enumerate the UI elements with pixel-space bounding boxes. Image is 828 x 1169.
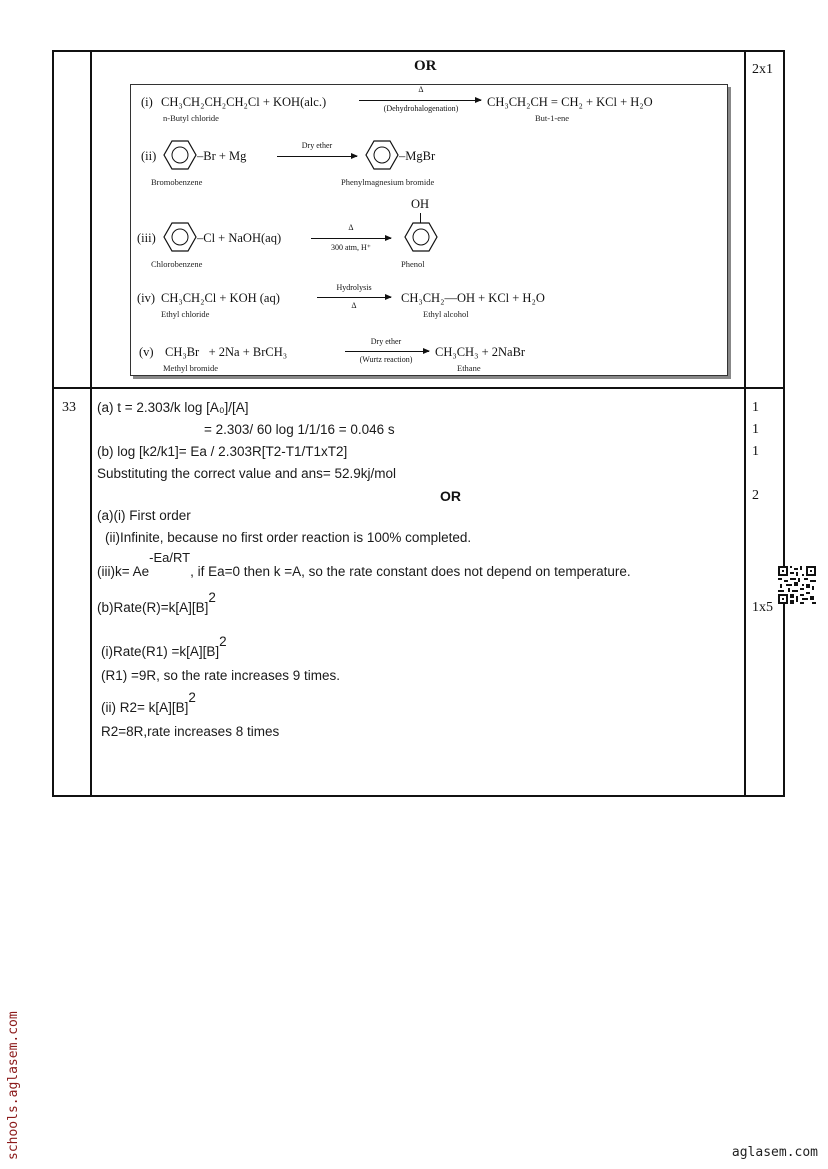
arrhenius-prefix: (iii)k= Ae — [97, 564, 150, 579]
marks-b: 1 — [752, 444, 759, 459]
or-divider: OR — [440, 488, 461, 504]
answer-alt-b-ii — [101, 690, 196, 715]
rate-r2: (ii) R2= k[A][B] — [101, 700, 189, 715]
benzene-ring-icon — [365, 139, 399, 171]
answer-b-formula: (b) log [k2/k1]= Ea / 2.303R[T2-T1/T1xT2] — [97, 444, 348, 459]
answer-alt-a-i: (a)(i) First order — [97, 508, 191, 523]
answer-alt-b-rate — [97, 590, 216, 615]
reaction-1-condition-bottom: (Dehydrohalogenation) — [383, 104, 459, 113]
rate-r1-exponent: 2 — [219, 634, 227, 649]
reaction-3-product-label: Phenol — [401, 259, 425, 269]
reaction-3-number: (iii) — [137, 231, 156, 245]
rate-r2-exponent: 2 — [188, 690, 196, 705]
side-watermark: schools.aglasem.com — [6, 1011, 21, 1160]
answer-b-result: Substituting the correct value and ans= 52.9kj/mol — [97, 466, 397, 481]
reaction-2-arrow — [277, 156, 357, 157]
rate-law: (b)Rate(R)=k[A][B] — [97, 600, 209, 615]
reaction-2-products: –MgBr — [399, 149, 436, 163]
reaction-1-products: CH₃CH₂CH = CH₂ + KCl + H₂O — [487, 95, 653, 109]
reaction-3-arrow — [311, 238, 391, 239]
benzene-ring-icon — [163, 139, 197, 171]
reaction-5-arrow — [345, 351, 429, 352]
column-divider — [90, 52, 92, 795]
reaction-4-condition-bottom: Δ — [351, 301, 357, 310]
answer-alt-a-iii — [97, 550, 631, 579]
reaction-5-condition-top: Dry ether — [370, 337, 402, 346]
qr-code-icon — [778, 566, 816, 604]
reaction-2-reactant-label: Bromobenzene — [151, 177, 203, 187]
reaction-3-product-oh: OH — [411, 197, 430, 211]
or-heading: OR — [414, 58, 437, 74]
reaction-4-reactants: CH₃CH₂Cl + KOH (aq) — [161, 291, 280, 305]
marks-alt-b: 1x5 — [752, 600, 773, 615]
reaction-2-reactants: –Br + Mg — [197, 149, 247, 163]
reaction-2-condition-top: Dry ether — [301, 141, 333, 150]
reaction-4-number: (iv) — [137, 291, 156, 305]
marks-alt-a: 2 — [752, 488, 759, 503]
reaction-4-products: CH₃CH₂—OH + KCl + H₂O — [401, 291, 545, 305]
answer-alt-b-i — [101, 634, 227, 659]
reaction-1-condition-top: Δ — [418, 85, 424, 94]
reaction-3-condition-top: Δ — [348, 223, 354, 232]
reaction-5-product-label: Ethane — [457, 363, 481, 373]
answer-alt-b-i-result: (R1) =9R, so the rate increases 9 times. — [101, 668, 340, 683]
reaction-3-condition-bottom: 300 atm, H⁺ — [331, 243, 371, 252]
answer-a-result: = 2.303/ 60 log 1/1/16 = 0.046 s — [204, 422, 395, 437]
reaction-5-reactants: CH₃Br + 2Na + BrCH₃ — [165, 345, 288, 359]
answer-alt-b-ii-result: R2=8R,rate increases 8 times — [101, 724, 280, 739]
footer-watermark: aglasem.com — [731, 1145, 818, 1160]
reaction-1-number: (i) — [141, 95, 153, 109]
marks-a2: 1 — [752, 422, 759, 437]
benzene-ring-icon — [404, 221, 438, 253]
rate-r1: (i)Rate(R1) =k[A][B] — [101, 644, 220, 659]
answer-table — [52, 50, 785, 797]
arrhenius-exponent: -Ea/RT — [149, 550, 191, 565]
reaction-4-condition-top: Hydrolysis — [336, 283, 372, 292]
arrhenius-explanation: , if Ea=0 then k =A, so the rate constant does not depend on temperature. — [190, 564, 631, 579]
reaction-2-number: (ii) — [141, 149, 157, 163]
answer-a-formula: (a) t = 2.303/k log [A₀]/[A] — [97, 400, 249, 415]
reaction-4-arrow — [317, 297, 391, 298]
row-divider — [54, 387, 783, 389]
reaction-4-product-label: Ethyl alcohol — [423, 309, 469, 319]
reaction-3-reactants: –Cl + NaOH(aq) — [197, 231, 282, 245]
reaction-5-reactant-label: Methyl bromide — [163, 363, 219, 373]
marks-a: 1 — [752, 400, 759, 415]
rate-exponent: 2 — [208, 590, 216, 605]
reaction-1-reactant-label: n-Butyl chloride — [163, 113, 219, 123]
reaction-1-reactants: CH₃CH₂CH₂CH₂Cl + KOH(alc.) — [161, 95, 327, 109]
reactions-box — [130, 84, 728, 376]
benzene-ring-icon — [163, 221, 197, 253]
reaction-5-products: CH₃CH₃ + 2NaBr — [435, 345, 526, 359]
reaction-3-reactant-label: Chlorobenzene — [151, 259, 203, 269]
marks-row1: 2x1 — [752, 62, 773, 77]
column-divider — [744, 52, 746, 795]
reaction-1-arrow — [359, 100, 481, 101]
reaction-5-number: (v) — [139, 345, 154, 359]
reaction-2-product-label: Phenylmagnesium bromide — [341, 177, 435, 187]
reaction-4-reactant-label: Ethyl chloride — [161, 309, 210, 319]
answer-alt-a-ii: (ii)Infinite, because no first order reaction is 100% completed. — [105, 530, 472, 545]
reaction-1-product-label: But-1-ene — [535, 113, 569, 123]
reaction-5-condition-bottom: (Wurtz reaction) — [359, 355, 413, 364]
question-number: 33 — [62, 400, 76, 415]
